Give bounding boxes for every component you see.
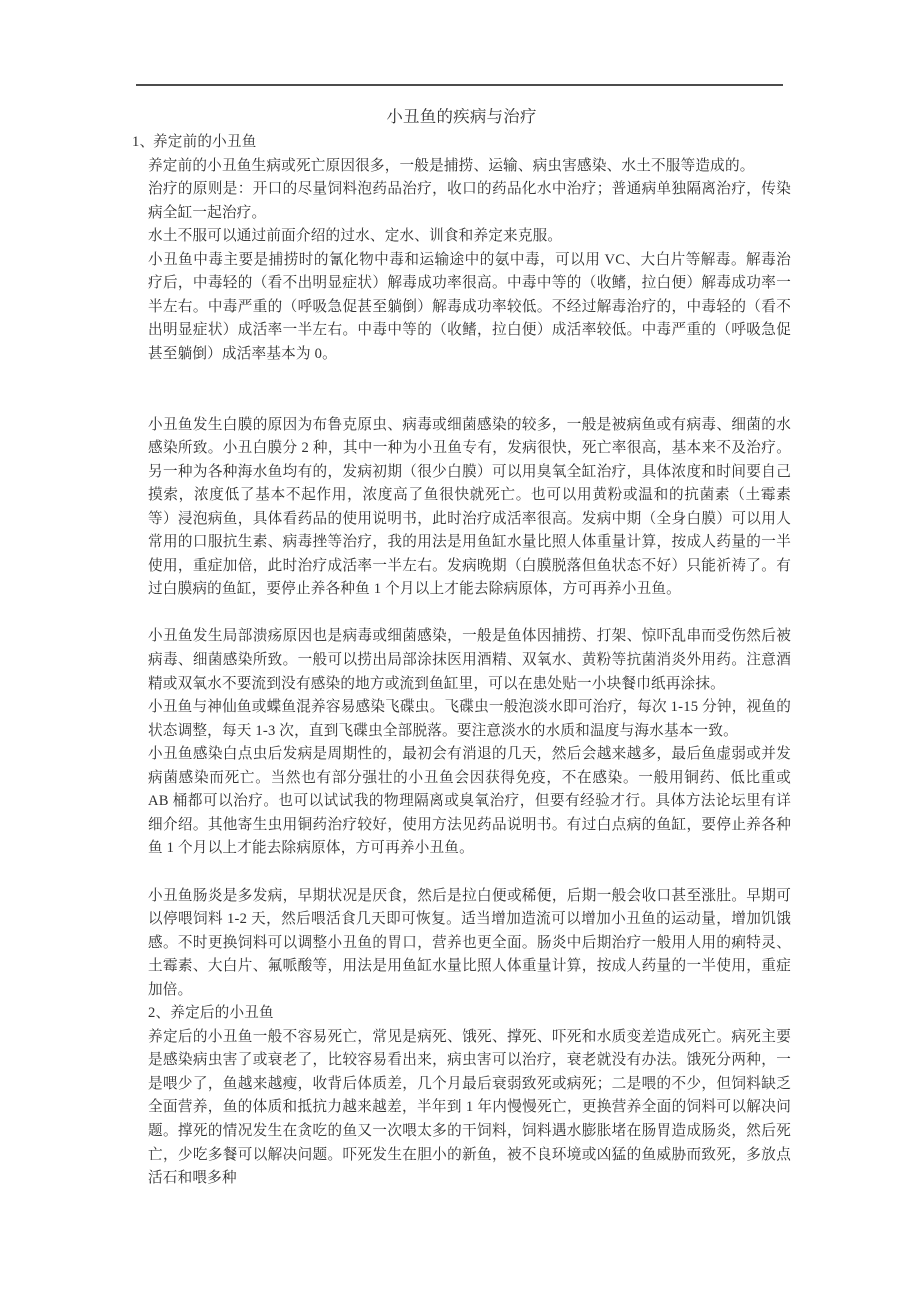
paragraph-enteritis: 小丑鱼肠炎是多发病，早期状况是厌食，然后是拉白便或稀便，后期一般会收口甚至涨肚。早期可以停喂饲料 1-2 天，然后喂活食几天即可恢复。适当增加造流可以增加小丑鱼的运动量，增加饥饿感。不时更换饲料可以调整小丑鱼的胃口，营养也更全面。肠炎中后期治疗一般用人用的痢特灵、土霉素、大白片、氟哌酸等，用法是用鱼缸水量比照人体重量计算，按成人药量的一半使用，重症加倍。: [148, 887, 791, 998]
paragraph-flatworm: 小丑鱼与神仙鱼或蝶鱼混养容易感染飞碟虫。飞碟虫一般泡淡水即可治疗，每次 1-15 分钟，视鱼的状态调整，每天 1-3 次，直到飞碟虫全部脱落。要注意淡水的水质和温度与海水基本一致。: [148, 699, 791, 739]
paragraph-white-spot: 小丑鱼感染白点虫后发病是周期性的，最初会有消退的几天，然后会越来越多，最后鱼虚弱或并发病菌感染而死亡。当然也有部分强壮的小丑鱼会因获得免疫，不在感染。一般用铜药、低比重或 AB 桶都可以治疗。也可以试试我的物理隔离或臭氧治疗，但要有经验才行。具体方法论坛里有详细介绍。其他寄生虫用铜药治疗较好，使用方法见药品说明书。有过白点病的鱼缸，要停止养各种鱼 1 个月以上才能去除病原体，方可再养小丑鱼。: [148, 746, 791, 857]
paragraph-after-acclimation-deaths: 养定后的小丑鱼一般不容易死亡，常见是病死、饿死、撑死、吓死和水质变差造成死亡。病死主要是感染病虫害了或衰老了，比较容易看出来，病虫害可以治疗，衰老就没有办法。饿死分两种，一是喂少了，鱼越来越瘦，收背后体质差，几个月最后衰弱致死或病死；二是喂的不少，但饲料缺乏全面营养，鱼的体质和抵抗力越来越差，半年到 1 年内慢慢死亡，更换营养全面的饲料可以解决问题。撑死的情况发生在贪吃的鱼又一次喂太多的干饲料，饲料遇水膨胀堵在肠胃造成肠炎，然后死亡，少吃多餐可以解决问题。吓死发生在胆小的新鱼，被不良环境或凶猛的鱼威胁而致死，多放点活石和喂多种: [148, 1028, 791, 1187]
blank-line: [132, 602, 791, 626]
paragraph-local-ulcer: 小丑鱼发生局部溃疡原因也是病毒或细菌感染，一般是鱼体因捕捞、打架、惊吓乱串而受伤然后被病毒、细菌感染所致。一般可以捞出局部涂抹医用酒精、双氧水、黄粉等抗菌消炎外用药。注意酒精或双氧水不要流到没有感染的地方或流到鱼缸里，可以在患处贴一小块餐巾纸再涂抹。: [148, 628, 791, 692]
header-divider-line: [136, 84, 783, 86]
paragraph-poisoning: 小丑鱼中毒主要是捕捞时的氰化物中毒和运输途中的氨中毒，可以用 VC、大白片等解毒。解毒治疗后，中毒轻的（看不出明显症状）解毒成功率很高。中毒中等的（收鳍，拉白便）解毒成功率一半左右。中毒严重的（呼吸急促甚至躺倒）解毒成功率较低。不经过解毒治疗的，中毒轻的（看不出明显症状）成活率一半左右。中毒中等的（收鳍，拉白便）成活率较低。中毒严重的（呼吸急促甚至躺倒）成活率基本为 0。: [148, 251, 791, 362]
blank-lines: [132, 366, 791, 413]
section-1-heading-text: 养定前的小丑鱼: [153, 134, 257, 150]
paragraph-treatment-principles: 治疗的原则是：开口的尽量饲料泡药品治疗，收口的药品化水中治疗；普通病单独隔离治疗，传染病全缸一起治疗。: [148, 181, 791, 221]
section-1-heading: [132, 131, 791, 155]
section-1-number: 1、: [132, 134, 155, 150]
paragraph-acclimation: 水土不服可以通过前面介绍的过水、定水、训食和养定来克服。: [148, 228, 563, 245]
blank-line: [132, 861, 791, 885]
paragraph-death-causes: 养定前的小丑鱼生病或死亡原因很多，一般是捕捞、运输、病虫害感染、水土不服等造成的。: [148, 157, 755, 174]
document-body: [132, 103, 791, 1191]
paragraph-white-film-disease: 小丑鱼发生白膜的原因为布鲁克原虫、病毒或细菌感染的较多，一般是被病鱼或有病毒、细菌的水感染所致。小丑白膜分 2 种，其中一种为小丑鱼专有，发病很快，死亡率很高，基本来不及治疗。另一种为各种海水鱼均有的，发病初期（很少白膜）可以用臭氧全缸治疗，具体浓度和时间要自己摸索，浓度低了基本不起作用，浓度高了鱼很快就死亡。也可以用黄粉或温和的抗菌素（土霉素等）浸泡病鱼，具体看药品的使用说明书，此时治疗成活率很高。发病中期（全身白膜）可以用人常用的口服抗生素、病毒挫等治疗，我的用法是用鱼缸水量比照人体重量计算，按成人药量的一半使用，重症加倍，此时治疗成活率一半左右。发病晚期（白膜脱落但鱼状态不好）只能祈祷了。有过白膜病的鱼缸，要停止养各种鱼 1 个月以上才能去除病原体，方可再养小丑鱼。: [148, 416, 791, 598]
document-title: 小丑鱼的疾病与治疗: [386, 107, 537, 126]
section-2-heading: 2、养定后的小丑鱼: [148, 1005, 274, 1022]
